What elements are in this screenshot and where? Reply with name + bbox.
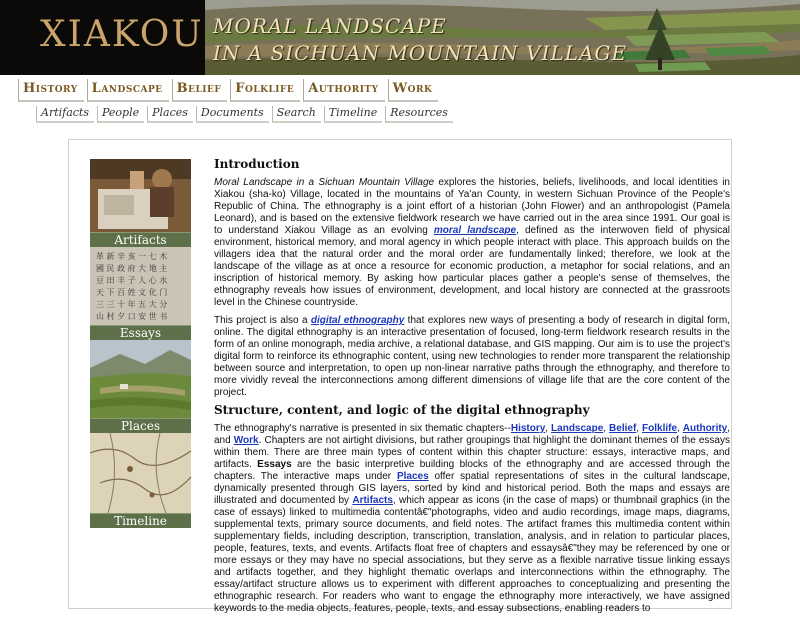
nav-work[interactable]: Work (388, 79, 439, 102)
timeline-thumbnail[interactable] (90, 433, 191, 513)
sidebar (88, 159, 193, 528)
sidebar-timeline-label[interactable]: Timeline (90, 513, 191, 528)
places-thumbnail[interactable] (90, 340, 191, 418)
sidebar-essays-label[interactable]: Essays (90, 325, 191, 340)
svg-text:三 三 十 年 五 大 分: 三 三 十 年 五 大 分 (96, 300, 168, 309)
sidebar-places-label[interactable]: Places (90, 418, 191, 433)
places-landscape (90, 340, 191, 418)
nav-belief[interactable]: Belief (172, 79, 228, 102)
subnav-search[interactable]: Search (272, 106, 321, 123)
artifacts-link[interactable]: Artifacts (352, 495, 393, 506)
chapter-link-work[interactable]: Work (233, 435, 259, 446)
svg-text:國 民 政 府 大 地 主: 國 民 政 府 大 地 主 (96, 264, 168, 273)
intro-p1-text-b: , defined as the interwoven field of physical environment, historical memory, and moral agency in which people interact with place. This approach builds on the villagers idea that the natural order and the moral order are fundamentally linked; therefore, we look at the landscape of the village as at once a resource for economic production, a metaphor for social relations, and an inscription of historical memory. By asking how particular places gather a people's sense of themselves, the ethnography reveals how issues of environment, development, and local history are connected at the grassroots level in the Chinese countryside. (214, 225, 731, 308)
subnav-timeline[interactable]: Timeline (324, 106, 382, 123)
secondary-nav (36, 106, 453, 124)
chapter-link-landscape[interactable]: Landscape (551, 423, 604, 434)
structure-paragraph-1 (214, 423, 730, 615)
banner-tagline-line2: IN A SICHUAN MOUNTAIN VILLAGE (213, 41, 628, 65)
chapter-link-authority[interactable]: Authority (682, 423, 728, 434)
intro-p1-text-a: explores the histories, beliefs, livelihoods, and local identities in Xiakou (sha-ko) Village, located in the mountains of Ya'an County, in western Sichuan Province of the People's Republic of China. The ethnography is a joint effort of a historian (John Flower) and an anthropologist (Pamela Leonard), and is based on the extensive fieldwork research we have carried out in the area since 1991. Our goal is to understand Xiakou Village as an evolving (214, 177, 730, 236)
banner-tagline-line1: MORAL LANDSCAPE (213, 14, 447, 38)
nav-folklife[interactable]: Folklife (230, 79, 300, 102)
subnav-documents[interactable]: Documents (196, 106, 269, 123)
intro-paragraph-1 (214, 177, 730, 309)
svg-text:天 下 百 姓 文 化 门: 天 下 百 姓 文 化 门 (96, 288, 168, 297)
subnav-people[interactable]: People (97, 106, 144, 123)
moral-landscape-link[interactable]: moral landscape (433, 225, 517, 236)
chapter-link-history[interactable]: History (510, 423, 546, 434)
project-title-italic: Moral Landscape in a Sichuan Mountain Village (214, 177, 435, 188)
subnav-artifacts[interactable]: Artifacts (36, 106, 94, 123)
structure-separator: , (603, 423, 610, 434)
sidebar-artifacts-label[interactable]: Artifacts (90, 232, 191, 247)
subnav-resources[interactable]: Resources (385, 106, 453, 123)
structure-and: , and (214, 423, 731, 446)
intro-heading: Introduction (214, 157, 300, 171)
intro-p2-text-b: that explores new ways of presenting a body of research in digital form, online. The digital ethnography is an interactive presentation of focused, long-term fieldwork research results in the form of an online monograph, media archive, a relational database, and GIS mapping. Our aim is to use the project's digital form to reinforce its ethnographic content, using new technologies to render more transparent the relationship between source and interpretation, to open up non-linear narrative paths through the ethnography, and therefore to more vividly reveal the interconnections among different dimensions of village life that are the core content of the project. (214, 315, 730, 398)
essays-manuscript (90, 247, 191, 325)
site-logo[interactable] (0, 0, 205, 75)
structure-heading: Structure, content, and logic of the digital ethnography (214, 403, 590, 417)
structure-separator: , (545, 423, 552, 434)
logo-text: XIAKOU (40, 14, 204, 55)
subnav-places[interactable]: Places (147, 106, 193, 123)
main-article (214, 157, 730, 621)
primary-nav (18, 79, 438, 103)
nav-landscape[interactable]: Landscape (87, 79, 169, 102)
artifacts-thumbnail[interactable] (90, 159, 191, 232)
essays-thumbnail[interactable] (90, 247, 191, 325)
svg-text:山 村 夕 口 安 世 书: 山 村 夕 口 安 世 书 (96, 312, 168, 321)
structure-separator: , (636, 423, 643, 434)
site-banner (0, 0, 800, 75)
essays-keyword: Essays (257, 459, 292, 470)
structure-p1-text-4: , which appear as icons (in the case of maps) or thumbnail graphics (in the case of essays) linked to multimedia contentâ€"photographs, video and audio recordings, image maps, diagrams, supplemental texts, primary source documents, and field notes. The artifact frames this multimedia content within supplementary fields, including description, transcription, translation, analysis, and in relation to particular places, people, features, texts, and events. Artifacts float free of chapters and essaysâ€"they may be referenced by one or more essays or they may have no special associations, but they serve as a flexible narrative tissue linking essays and artifacts together, and they highlight thematic overlaps and interconnections within the ethnography. The essay/artifact structure allows us to experiment with different approaches to conceptualizing and presenting the ethnographic research. For readers who want to engage the ethnography more interactively, we have assigned keywords to the media objects, features, people, texts, and essay subsections, enabling readers to (214, 495, 731, 614)
svg-text:革 新 辛 亥 一 七 木: 革 新 辛 亥 一 七 木 (96, 252, 168, 261)
digital-ethnography-link[interactable]: digital ethnography (310, 315, 405, 326)
intro-paragraph-2 (214, 315, 730, 399)
places-link[interactable]: Places (396, 471, 429, 482)
structure-separator: , (677, 423, 683, 434)
timeline-old-map (90, 433, 191, 513)
structure-p1-text-3: offer spatial representations of sites in the cultural landscape, dynamically presented through GIS layers, sorted by kind and historical period. Both the maps and essays are illustrated and documented by (214, 471, 730, 506)
chapter-link-folklife[interactable]: Folklife (642, 423, 678, 434)
structure-p1-text-0: The ethnography's narrative is presented in six thematic chapters-- (214, 423, 511, 434)
nav-history[interactable]: History (18, 79, 84, 102)
structure-p1-text-1: . Chapters are not airtight divisions, but rather groupings that highlight the dominant themes of the essays within them. There are three main types of content within this chapter structure: essays, interactive maps, and artifacts. (214, 435, 730, 470)
banner-terrace-photo (205, 0, 800, 75)
svg-text:豆 田 丰 子 人 心 水: 豆 田 丰 子 人 心 水 (96, 276, 168, 285)
intro-p2-text-a: This project is also a (214, 315, 311, 326)
chapter-link-belief[interactable]: Belief (609, 423, 637, 434)
structure-p1-text-2: are the basic interpretive building blocks of the ethnography and are accessed through the chapters. The interactive maps under (214, 459, 730, 482)
artifacts-photo (90, 159, 191, 232)
nav-authority[interactable]: Authority (303, 79, 384, 102)
